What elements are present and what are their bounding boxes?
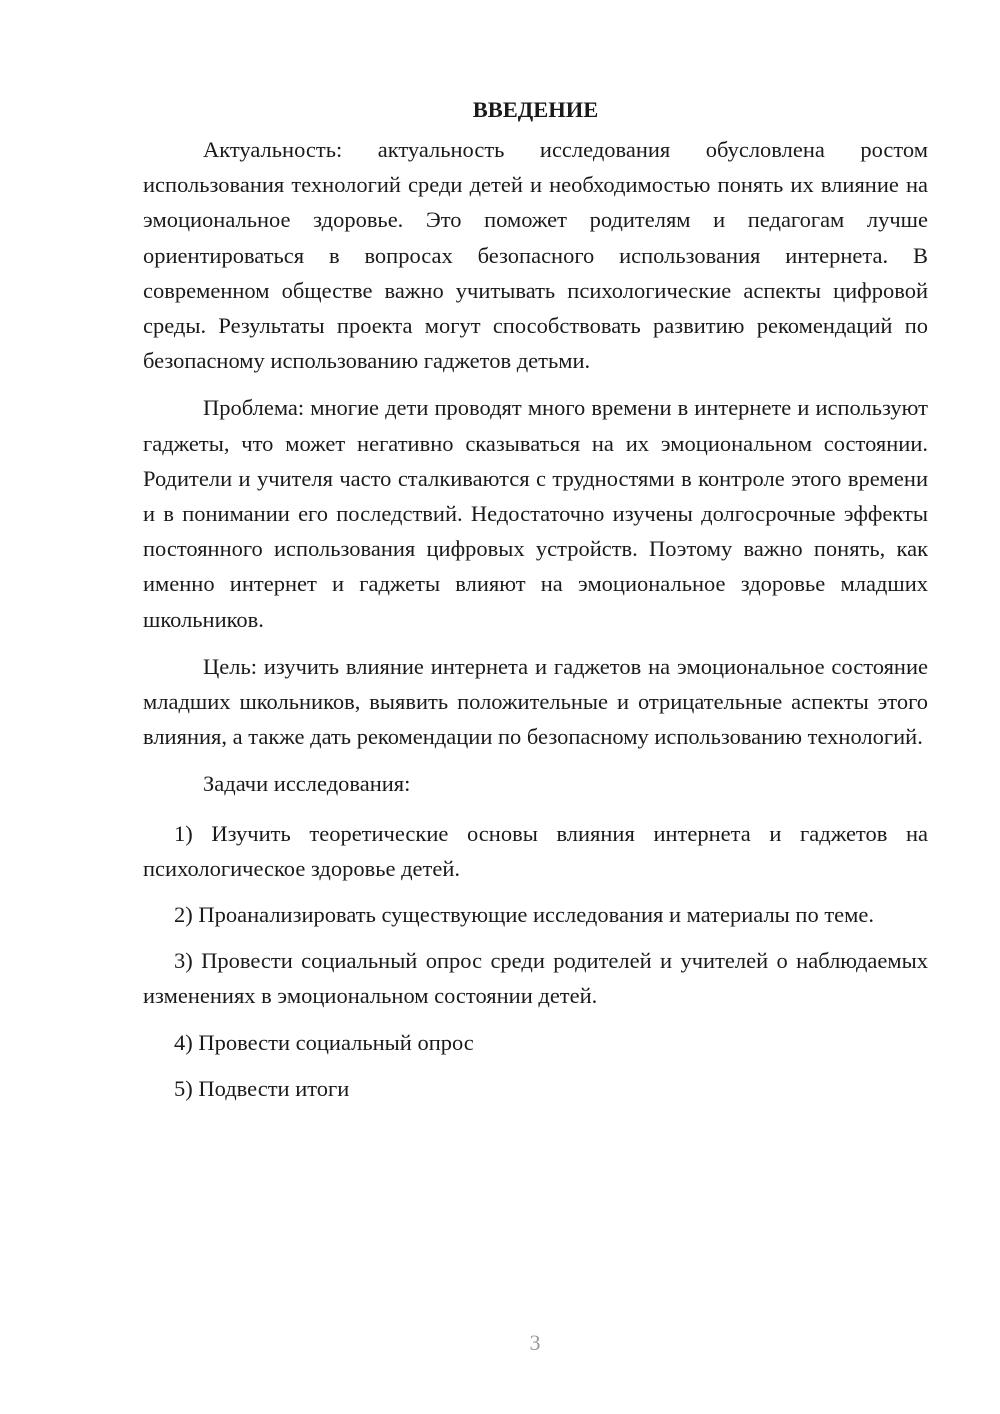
paragraph-relevance: Актуальность: актуальность исследования обусловлена ростом использования технологий среди детей и необходимостью понять их влияние на эмоциональное здоровье. Это поможет родителям и педагогам лучше ориентироваться в вопросах безопасного использования интернета. В современном обществе важно учитывать психологические аспекты цифровой среды. Результаты проекта могут способствовать развитию рекомендаций по безопасному использованию гаджетов детьми. xyxy=(143,137,928,374)
task-item: 4) Провести социальный опрос xyxy=(174,1029,474,1055)
tasks-title: Задачи исследования: xyxy=(203,771,411,797)
page-number: 3 xyxy=(529,1330,541,1355)
paragraph-problem: Проблема: многие дети проводят много времени в интернете и используют гаджеты, что может негативно сказываться на их эмоциональном состоянии. Родители и учителя часто сталкиваются с трудностями в контроле этого времени и в понимании его последствий. Недостаточно изучены долгосрочные эффекты постоянного использования цифровых устройств. Поэтому важно понять, как именно интернет и гаджеты влияют на эмоциональное здоровье младших школьников. xyxy=(143,395,928,632)
section-heading: ВВЕДЕНИЕ xyxy=(472,97,599,122)
paragraph-goal: Цель: изучить влияние интернета и гаджетов на эмоциональное состояние младших школьников, выявить положительные и отрицательные аспекты этого влияния, а также дать рекомендации по безопасному использованию технологий. xyxy=(143,653,928,750)
task-item: 5) Подвести итоги xyxy=(174,1075,350,1101)
task-item: 2) Проанализировать существующие исследования и материалы по теме. xyxy=(174,902,875,928)
task-item: 3) Провести социальный опрос среди родителей и учителей о наблюдаемых изменениях в эмоциональном состоянии детей. xyxy=(143,948,928,1009)
page-content xyxy=(143,92,928,1117)
task-item: 1) Изучить теоретические основы влияния интернета и гаджетов на психологическое здоровье детей. xyxy=(143,820,928,881)
